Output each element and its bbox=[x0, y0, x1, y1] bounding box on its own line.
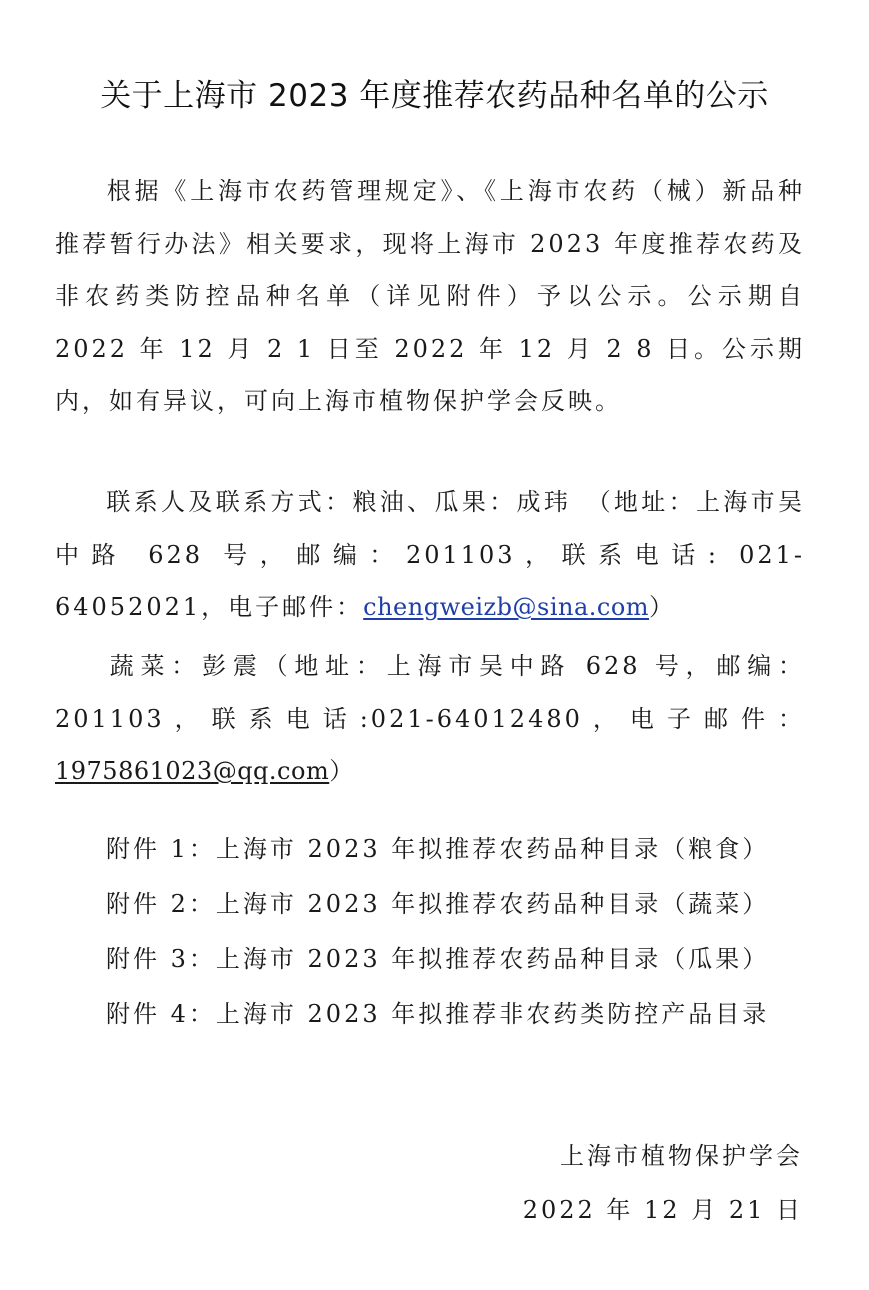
contact-paragraph-vegetable bbox=[55, 640, 805, 798]
attachment-item-3: 附件 3：上海市 2023 年拟推荐农药品种目录（瓜果） bbox=[106, 945, 770, 973]
attachment-item-1: 附件 1：上海市 2023 年拟推荐农药品种目录（粮食） bbox=[106, 835, 770, 863]
attachment-item-2: 附件 2：上海市 2023 年拟推荐农药品种目录（蔬菜） bbox=[106, 890, 770, 918]
document-title: 关于上海市 2023 年度推荐农药品种名单的公示 bbox=[100, 78, 769, 114]
attachment-list bbox=[106, 822, 826, 1042]
contact-paragraph-grain-fruit bbox=[55, 476, 805, 634]
signature-date: 2022 年 12 月 21 日 bbox=[522, 1196, 803, 1224]
attachment-item-4: 附件 4：上海市 2023 年拟推荐非农药类防控产品目录 bbox=[106, 1000, 770, 1028]
contact-close-paren: ） bbox=[649, 593, 677, 621]
announcement-text: 根据《上海市农药管理规定》、《上海市农药（械）新品种推荐暂行办法》相关要求，现将上海市 2023 年度推荐农药及非农药类防控品种名单（详见附件）予以公示。公示期自 2022 年 12 月 2 1 日至 2022 年 12 月 2 8 日。公示期内，如有异议，可向上海市植物保护学会反映。 bbox=[55, 177, 805, 415]
signature-organization: 上海市植物保护学会 bbox=[560, 1142, 803, 1170]
contact-close-paren: ） bbox=[329, 757, 357, 785]
announcement-paragraph bbox=[55, 165, 805, 428]
email-link-chengwei[interactable]: chengweizb@sina.com bbox=[363, 593, 650, 621]
contact-text-vegetable: 蔬菜：彭震（地址：上海市吴中路 628 号，邮编：201103，联系电话:021-64012480，电子邮件： bbox=[55, 652, 805, 733]
contact-text-grain-fruit: 联系人及联系方式：粮油、瓜果：成玮 （地址：上海市吴中路 628 号，邮编：201103，联系电话: 021-64052021，电子邮件： bbox=[55, 488, 805, 621]
email-link-pengzhen[interactable]: 1975861023@qq.com bbox=[55, 757, 330, 785]
